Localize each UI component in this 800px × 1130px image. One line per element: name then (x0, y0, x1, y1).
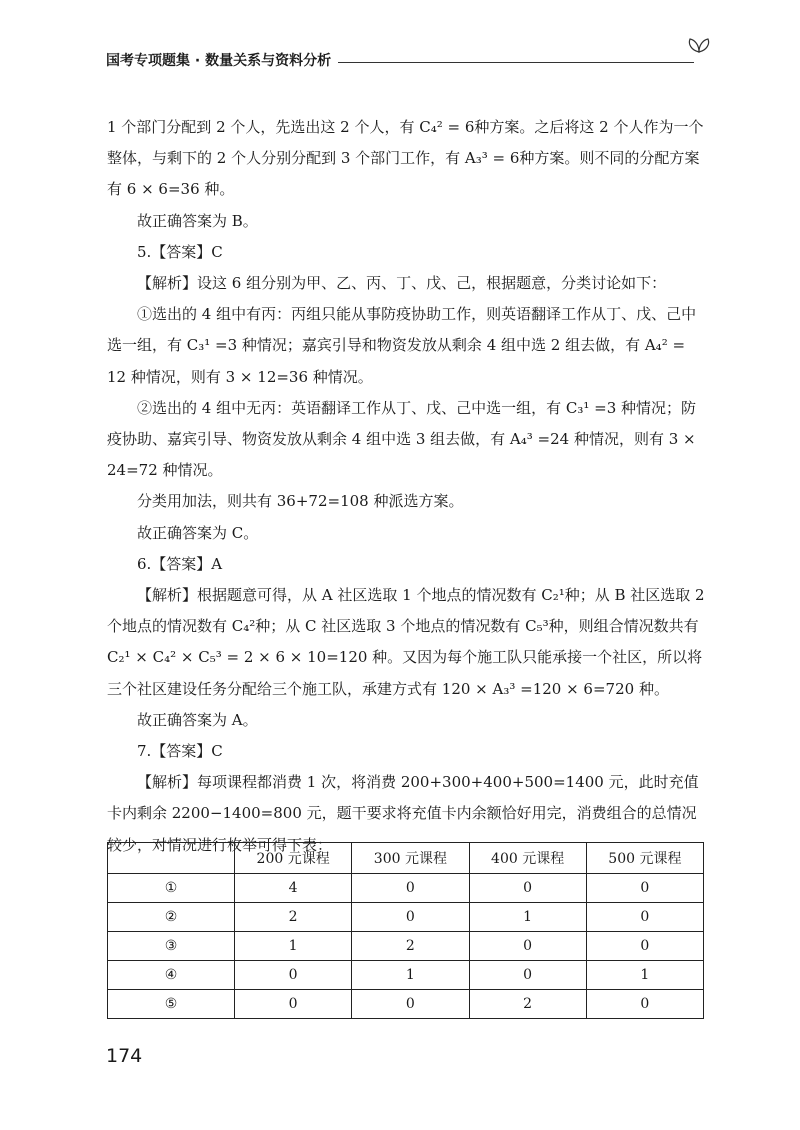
leaf-icon (686, 36, 712, 54)
answer-6: 6.【答案】A (137, 554, 223, 573)
table-cell: 0 (586, 932, 703, 961)
table-cell: 2 (352, 932, 469, 961)
table-cell: ② (108, 903, 235, 932)
body-text (107, 112, 707, 861)
table-cell: 0 (586, 990, 703, 1019)
table-cell: 1 (352, 961, 469, 990)
table-cell: ① (108, 874, 235, 903)
page-number: 174 (106, 1045, 143, 1067)
table-row (108, 961, 704, 990)
header-title: 国考专项题集 · 数量关系与资料分析 (106, 53, 332, 69)
analysis-5-case-1: ①选出的 4 组中有丙：丙组只能从事防疫协助工作，则英语翻译工作从丁、戊、己中选一组，有 C₃¹ =3 种情况；嘉宾引导和物资发放从剩余 4 组中选 2 组去做，有 A₄² = 12 种情况，则有 3 × 12=36 种情况。 (107, 305, 697, 386)
analysis-6: 【解析】根据题意可得，从 A 社区选取 1 个地点的情况数有 C₂¹种；从 B 社区选取 2 个地点的情况数有 C₄²种；从 C 社区选取 3 个地点的情况数有 C₅³种，则组合情况数共有 C₂¹ × C₄² × C₅³ = 2 × 6 × 10=120 种。又因为每个施工队只能承接一个社区，所以将三个社区建设任务分配给三个施工队，承建方式有 120 × A₃³ =120 × 6=720 种。 (107, 586, 705, 698)
table-header-cell (108, 843, 235, 874)
table-header-cell: 500 元课程 (586, 843, 703, 874)
header-rule (338, 62, 694, 63)
table-cell: 0 (352, 874, 469, 903)
analysis-5-sum: 分类用加法，则共有 36+72=108 种派选方案。 (137, 492, 464, 511)
table-header-cell: 400 元课程 (469, 843, 586, 874)
paragraph-continued: 1 个部门分配到 2 个人，先选出这 2 个人，有 C₄² = 6种方案。之后将这 2 个人作为一个整体，与剩下的 2 个人分别分配到 3 个部门工作，有 A₃³ = 6种方案。则不同的分配方案有 6 × 6=36 种。 (107, 118, 704, 199)
answer-5: 5.【答案】C (137, 242, 223, 261)
analysis-5-intro: 【解析】设这 6 组分别为甲、乙、丙、丁、戊、己，根据题意，分类讨论如下： (137, 274, 667, 293)
table-cell: 1 (586, 961, 703, 990)
conclusion-4: 故正确答案为 B。 (137, 211, 258, 230)
table-cell: 0 (235, 990, 352, 1019)
table-cell: ⑤ (108, 990, 235, 1019)
table-cell: 1 (235, 932, 352, 961)
running-header (106, 48, 712, 72)
table-header-row (108, 843, 704, 874)
enumeration-table (107, 842, 704, 1019)
table-cell: ③ (108, 932, 235, 961)
table-cell: 0 (586, 903, 703, 932)
table-cell: 0 (469, 932, 586, 961)
table-cell: 2 (235, 903, 352, 932)
analysis-5-case-2: ②选出的 4 组中无丙：英语翻译工作从丁、戊、己中选一组，有 C₃¹ =3 种情况；防疫协助、嘉宾引导、物资发放从剩余 4 组中选 3 组去做，有 A₄³ =24 种情况，则有 3 × 24=72 种情况。 (107, 398, 697, 480)
table-cell: 0 (469, 961, 586, 990)
table-cell: 2 (469, 990, 586, 1019)
table-row (108, 932, 704, 961)
table-cell: 0 (235, 961, 352, 990)
table-row (108, 903, 704, 932)
table-cell: 0 (352, 903, 469, 932)
table-cell: 0 (352, 990, 469, 1019)
conclusion-6: 故正确答案为 A。 (137, 710, 258, 729)
table-row (108, 990, 704, 1019)
table-row (108, 874, 704, 903)
analysis-7: 【解析】每项课程都消费 1 次，将消费 200+300+400+500=1400 元，此时充值卡内剩余 2200−1400=800 元，题干要求将充值卡内余额恰好用完，消费组合的总情况较少，对情况进行枚举可得下表： (107, 773, 699, 854)
table-cell: 0 (586, 874, 703, 903)
table-header-cell: 200 元课程 (235, 843, 352, 874)
table-cell: 4 (235, 874, 352, 903)
table-cell: ④ (108, 961, 235, 990)
table-cell: 0 (469, 874, 586, 903)
conclusion-5: 故正确答案为 C。 (137, 523, 259, 542)
answer-7: 7.【答案】C (137, 742, 223, 761)
table-header-cell: 300 元课程 (352, 843, 469, 874)
table-cell: 1 (469, 903, 586, 932)
